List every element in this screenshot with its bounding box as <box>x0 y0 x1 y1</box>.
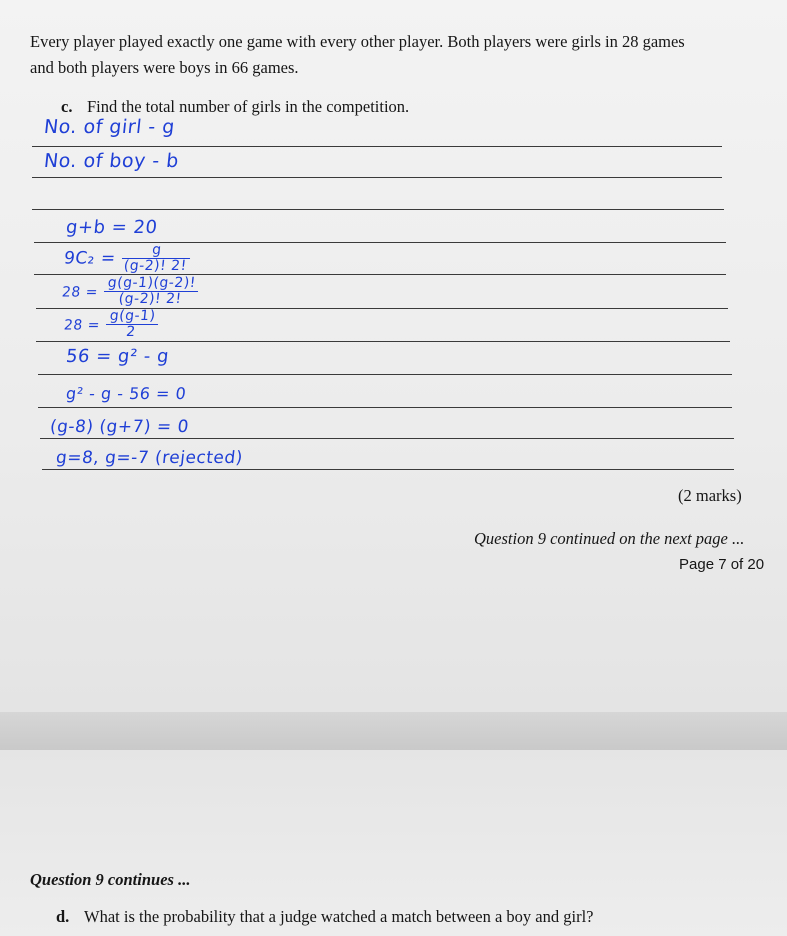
expanded-denominator: (g-2)! 2! <box>117 291 183 307</box>
combination-denominator: (g-2)! 2! <box>122 258 188 274</box>
handwritten-sum: g+b = 20 <box>64 217 159 238</box>
combination-numerator: g <box>122 243 193 259</box>
answer-line-10 <box>40 438 734 439</box>
part-c-question: Find the total number of girls in the competition. <box>87 97 410 116</box>
handwritten-girls-def: No. of girl - g <box>42 116 177 138</box>
handwritten-factorised: (g-8) (g+7) = 0 <box>48 417 190 437</box>
handwritten-expanded <box>60 276 199 307</box>
marks-label: (2 marks) <box>678 486 742 505</box>
expanded-lhs: 28 = <box>61 284 99 301</box>
simplified-denominator: 2 <box>125 324 137 340</box>
question-intro-line2: and both players were boys in 66 games. <box>30 58 299 77</box>
part-d-question: What is the probability that a judge watched a match between a boy and girl? <box>84 907 594 926</box>
page-number: Page 7 of 20 <box>679 556 765 573</box>
answer-line-11 <box>42 469 734 470</box>
continued-next-page: Question 9 continued on the next page ... <box>474 529 745 548</box>
handwritten-simplified <box>62 309 159 340</box>
simplified-lhs: 28 = <box>63 317 101 334</box>
page-gap <box>0 712 787 750</box>
handwritten-boys-def: No. of boy - b <box>42 150 181 172</box>
part-c-label: c. <box>61 97 73 116</box>
part-d-label: d. <box>56 907 70 926</box>
question-intro-line1: Every player played exactly one game with every other player. Both players were girls in 28 games <box>30 32 685 51</box>
answer-line-2 <box>32 177 722 178</box>
combination-lhs: 9C₂ = <box>62 248 117 269</box>
expanded-numerator: g(g-1)(g-2)! <box>104 276 200 292</box>
handwritten-combination <box>62 243 192 274</box>
answer-line-7 <box>36 341 730 342</box>
question-9-continues: Question 9 continues ... <box>30 870 191 889</box>
answer-line-9 <box>38 407 732 408</box>
handwritten-quadratic: 56 = g² - g <box>64 346 171 367</box>
handwritten-standard-form: g² - g - 56 = 0 <box>65 384 188 403</box>
simplified-numerator: g(g-1) <box>106 309 159 325</box>
answer-line-3 <box>32 209 724 210</box>
handwritten-solution: g=8, g=-7 (rejected) <box>54 448 244 468</box>
answer-line-8 <box>38 374 732 375</box>
answer-line-1 <box>32 146 722 147</box>
